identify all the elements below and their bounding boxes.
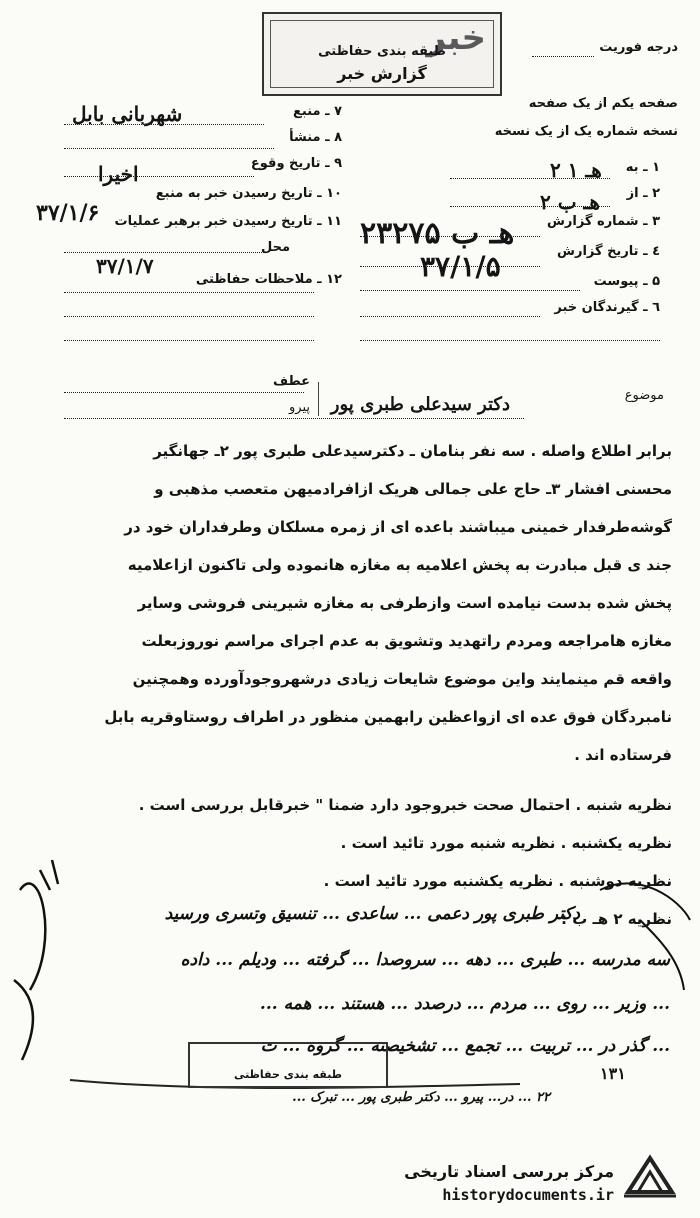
source-line	[64, 124, 264, 125]
report-number-line	[360, 236, 540, 237]
opinion-saturday: نظریه شنبه . احتمال صحت خبرو‌جود دارد ضمنا " خبرقابل بررسی است .	[138, 796, 672, 814]
following-label: پیرو	[289, 400, 310, 415]
report-number-value: ۲۳۲۷۵ هـ ب	[360, 216, 515, 251]
report-number-label: ۳ ـ شماره گزارش	[546, 214, 660, 229]
recipients-label: ٦ ـ گیرندگان خبر	[554, 300, 660, 315]
body-line-1: برابر اطلاع واصله . سه نفر بنامان ـ دکترسیدعلی طبری پور ۲ـ جهانگیر	[153, 442, 672, 460]
reference-divider	[318, 382, 320, 416]
urgency-line	[532, 56, 594, 57]
body-line-2: محسنی افشار ۳ـ حاج علی جمالی هریک ازافرادمیهن متعصب مذهبی و	[154, 480, 672, 498]
security-notes-line-3	[64, 340, 314, 341]
field-to-label: ۱ ـ به	[625, 160, 660, 175]
report-date-line	[360, 266, 540, 267]
page-number: ۱۳۱	[600, 1064, 626, 1083]
handwritten-note-3: ... وزیر ... روی ... مردم ... درصدد ... هستند ... همه ...	[259, 994, 670, 1014]
occurrence-date-line	[64, 176, 254, 177]
source-label: ۷ ـ منبع	[293, 104, 342, 119]
attachment-label: ۵ ـ پیوست	[593, 274, 660, 289]
subject-value: دکتر سیدعلی طبری پور	[330, 394, 510, 415]
archive-logo-icon	[620, 1152, 680, 1202]
body-line-6: مغازه هامراجعه ومردم راتهدید وتشویق به عدم اجرای مراسم نوروزبعلت	[141, 632, 672, 650]
opinion-monday: نظریه دوشنبه . نظریه یکشنبه مورد تائید است .	[323, 872, 672, 890]
attachment-line	[360, 290, 580, 291]
reference-line	[64, 392, 304, 393]
body-line-3: گوشه‌طرفدار خمینی میباشند باعده ای از زمره مسلکان وطرفداران خود در	[124, 518, 672, 536]
location-value: ۳۷/۱/۷	[96, 254, 154, 278]
occurrence-date-value: اخیرا	[98, 162, 139, 186]
origin-line	[64, 148, 274, 149]
report-header-stamp	[262, 12, 502, 96]
bottom-handwritten-note: ۲۲ ... در... پیرو ... دکتر طبری پور ... تبرک ...	[292, 1090, 550, 1105]
report-title: گزارش خبر	[337, 64, 427, 83]
field-from-value: ۲ هـ ب	[540, 190, 600, 214]
field-to-line	[450, 178, 610, 179]
location-line	[64, 252, 264, 253]
stamp-classification: طبقه بندی حفاظتی	[318, 44, 446, 59]
security-notes-line-1	[64, 292, 314, 293]
recipients-line-2	[360, 340, 660, 341]
urgency-degree-label: درجه فوریت	[599, 40, 678, 55]
location-label: محل	[260, 240, 290, 255]
handwritten-note-2: سه مدرسه ... طبری ... دهه ... سروصدا ... گرفته ... ودیلم ... داده	[180, 950, 670, 970]
bottom-stamp-text: طبقه بندی حفاظتی	[233, 1068, 343, 1081]
body-line-8: نامبردگان فوق عده ای ازواعظین رابهمین منظور در اطراف روستاوقریه بابل	[104, 708, 672, 726]
handwritten-note-1: دکتر طبری پور دعمی ... ساعدی ... تنسیق و‌تسری ورسید	[164, 904, 580, 924]
handwritten-note-4: ... گذر در ... تربیت ... تجمع ... تشخیصنه ... گروه ... ت	[260, 1036, 670, 1056]
body-line-4: جند ی قبل مبادرت به پخش اعلامیه به مغازه هانموده ولی تاکنون ازاعلامیه	[127, 556, 672, 574]
page-count-label: صفحه یکم از یک صفحه	[528, 96, 678, 111]
operations-arrival-label: ۱۱ ـ تاریخ رسیدن خبر برهبر عملیات	[114, 214, 342, 229]
field-from-label: ۲ ـ از	[626, 186, 660, 201]
bottom-classification-stamp	[188, 1042, 388, 1088]
field-from-line	[450, 206, 610, 207]
subject-label: موضوع	[624, 388, 664, 403]
opinion-sunday: نظریه یکشنبه . نظریه شنبه مورد تائید است .	[340, 834, 672, 852]
origin-label: ۸ ـ منشأ	[289, 130, 342, 145]
source-value: شهربانی بابل	[72, 102, 183, 126]
field-to-value: ۲ هـ ۱	[550, 158, 602, 182]
report-date-value: ۳۷/۱/۵	[420, 250, 501, 283]
reference-label: عطف	[272, 374, 310, 389]
recipients-line-1	[360, 316, 540, 317]
body-line-9: فرستاده اند .	[574, 746, 672, 764]
security-notes-line-2	[64, 316, 314, 317]
archive-org-name: مرکز بررسی اسناد تاریخی	[404, 1162, 614, 1181]
occurrence-date-label: ۹ ـ تاریخ وقوع	[250, 156, 342, 171]
stamp-word: خبر	[426, 18, 486, 58]
subject-line	[64, 418, 524, 419]
body-line-7: واقعه قم مینمایند واین موضوع شایعات زیادی درشهرو‌جود‌آورده و‌همچنین	[132, 670, 672, 688]
security-notes-label: ۱۲ ـ ملاحظات حفاظتی	[195, 272, 342, 287]
source-arrival-label: ۱۰ ـ تاریخ رسیدن خبر به منبع	[155, 186, 342, 201]
copy-number-label: نسخه شماره یک از یک نسخه	[494, 124, 678, 139]
source-arrival-value: ۳۷/۱/۶	[36, 200, 100, 226]
opinion-2hb: نظریه ۲ هـ ب :	[561, 910, 672, 928]
report-date-label: ٤ ـ تاریخ گزارش	[557, 244, 660, 259]
archive-website: historydocuments.ir	[442, 1186, 614, 1204]
body-line-5: پخش شده بدست نیامده است وازطرفی به مغازه شیرینی فروشی وسایر	[137, 594, 672, 612]
